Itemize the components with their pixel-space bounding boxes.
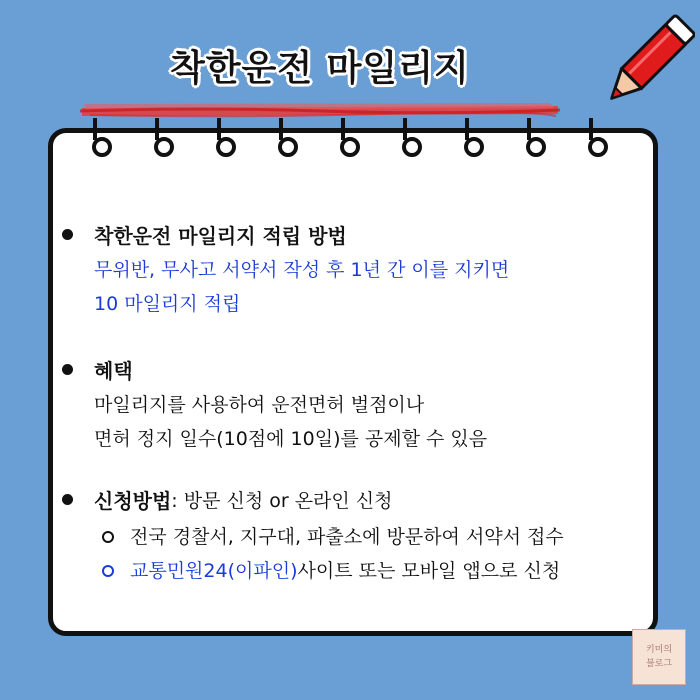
section-heading: 신청방법 xyxy=(94,489,172,513)
bullet-icon xyxy=(62,229,73,240)
sub-item xyxy=(102,520,564,554)
blog-badge-line: 블로그 xyxy=(645,659,673,669)
section-heading: 혜택 xyxy=(94,359,133,383)
circle-bullet-icon xyxy=(102,565,114,577)
page-title: 착한운전 마일리지 xyxy=(170,48,470,89)
bullet-icon xyxy=(62,494,73,505)
sub-item xyxy=(102,554,564,588)
sub-item-highlight: 교통민원24(이파인) xyxy=(130,560,298,582)
section-mileage-method xyxy=(62,220,509,321)
blog-badge-line: 키미의 xyxy=(645,645,673,655)
bullet-icon xyxy=(62,364,73,375)
section-line: 면허 정지 일수(10점에 10일)를 공제할 수 있음 xyxy=(94,428,488,450)
blog-badge xyxy=(632,629,686,685)
sub-item-text: 사이트 또는 모바일 앱으로 신청 xyxy=(297,560,561,582)
section-line: 마일리지를 사용하여 운전면허 벌점이나 xyxy=(94,394,425,416)
circle-bullet-icon xyxy=(102,531,114,543)
section-heading-row xyxy=(62,220,509,249)
section-line: 10 마일리지 적립 xyxy=(94,293,241,315)
section-heading-row xyxy=(62,355,487,384)
section-heading: 착한운전 마일리지 적립 방법 xyxy=(94,224,347,248)
section-heading-suffix: : 방문 신청 or 온라인 신청 xyxy=(171,490,393,512)
section-application xyxy=(62,485,564,588)
section-heading-row xyxy=(62,485,564,514)
section-line: 무위반, 무사고 서약서 작성 후 1년 간 이를 지키면 xyxy=(94,259,510,281)
sub-item-text: 전국 경찰서, 지구대, 파출소에 방문하여 서약서 접수 xyxy=(130,526,564,548)
section-benefits xyxy=(62,355,487,456)
